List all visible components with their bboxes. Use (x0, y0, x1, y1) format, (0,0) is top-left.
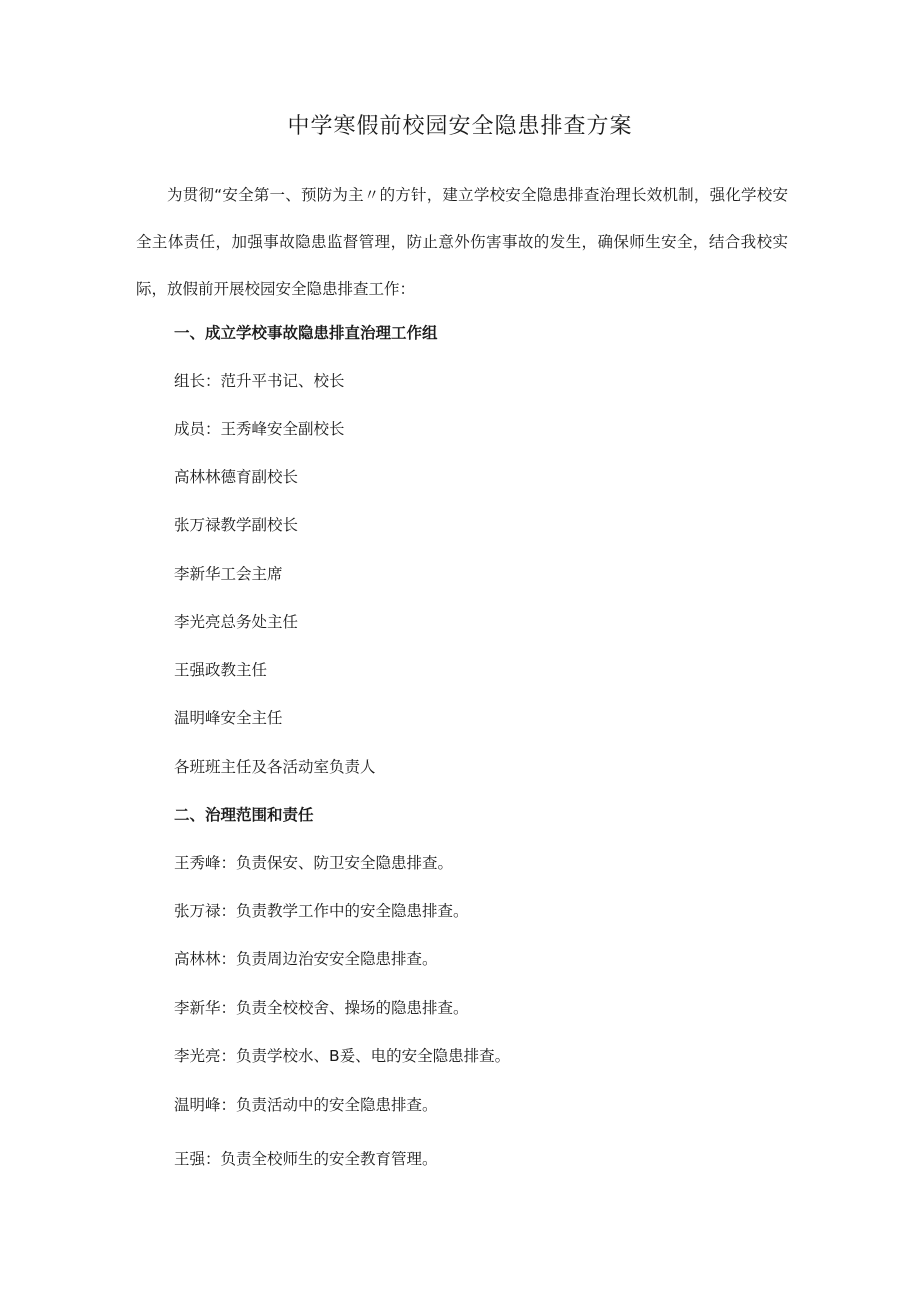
member-line: 李光亮总务处主任 (174, 613, 299, 631)
duty-line: 张万禄：负责教学工作中的安全隐患排查。 (174, 902, 469, 920)
member-line: 组长：范升平书记、校长 (174, 372, 345, 390)
duty-line: 王秀峰：负责保安、防卫安全隐患排查。 (174, 854, 454, 872)
duty-line: 王强：负责全校师生的安全教育管理。 (174, 1150, 438, 1168)
duty-line: 李光亮：负责学校水、B爰、电的安全隐患排查。 (174, 1047, 511, 1065)
member-line: 各班班主任及各活动室负责人 (174, 758, 376, 776)
duty-line: 李新华：负责全校校舍、操场的隐患排查。 (174, 999, 469, 1017)
section1-heading: 一、成立学校事故隐患排直治理工作组 (174, 324, 438, 342)
document-title: 中学寒假前校园安全隐患排查方案 (287, 114, 633, 139)
intro-paragraph: 为贯彻“安全第一、预防为主〃的方针，建立学校安全隐患排查治理长效机制，强化学校安全主体责任，加强事故隐患监督管理，防止意外伤害事故的发生，确保师生安全，结合我校实际，放假前开展校园安全隐患排查工作： (136, 186, 788, 298)
member-line: 王强政教主任 (174, 661, 268, 679)
member-line: 温明峰安全主任 (174, 709, 283, 727)
section2-heading: 二、治理范围和责任 (174, 806, 314, 824)
member-line: 张万禄教学副校长 (174, 516, 299, 534)
member-line: 李新华工会主席 (174, 565, 283, 583)
duty-line: 温明峰：负责活动中的安全隐患排查。 (174, 1096, 438, 1114)
member-line: 成员：王秀峰安全副校长 (174, 420, 345, 438)
member-line: 高林林德育副校长 (174, 468, 299, 486)
duty-line: 高林林：负责周边治安安全隐患排查。 (174, 950, 438, 968)
